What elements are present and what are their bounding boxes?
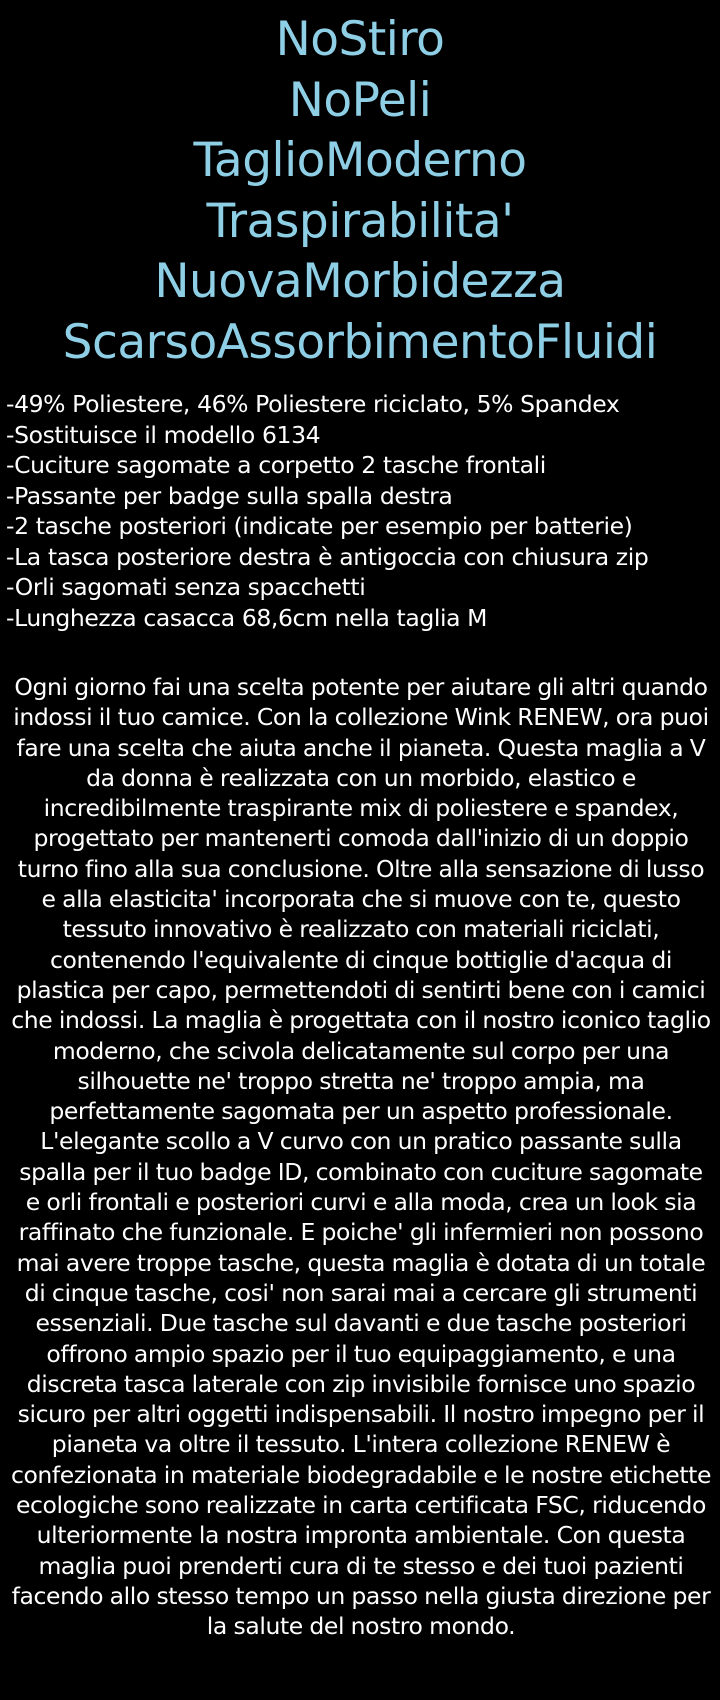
spec-item: -Lunghezza casacca 68,6cm nella taglia M xyxy=(6,603,488,632)
spec-item: -Passante per badge sulla spalla destra xyxy=(6,481,453,510)
spec-list xyxy=(6,389,716,633)
feature-heading: ScarsoAssorbimentoFluidi xyxy=(62,314,658,370)
spec-item: -Orli sagomati senza spacchetti xyxy=(6,573,366,601)
spec-item: -La tasca posteriore destra è antigoccia con chiusura zip xyxy=(6,542,649,571)
feature-heading: NoStiro xyxy=(275,12,445,67)
feature-heading: NoPeli xyxy=(288,72,432,128)
spec-item: -Cuciture sagomate a corpetto 2 tasche frontali xyxy=(6,451,546,479)
spec-item: -2 tasche posteriori (indicate per esempio per batterie) xyxy=(6,512,633,540)
feature-heading: NuovaMorbidezza xyxy=(154,254,566,309)
spec-item: -49% Poliestere, 46% Poliestere riciclato, 5% Spandex xyxy=(6,390,620,418)
feature-heading: Traspirabilita' xyxy=(206,193,514,249)
spec-item: -Sostituisce il modello 6134 xyxy=(6,420,321,449)
feature-headings xyxy=(0,10,720,373)
feature-heading: TaglioModerno xyxy=(193,133,527,188)
product-description: Ogni giorno fai una scelta potente per aiutare gli altri quando indossi il tuo camice. Con la collezione Wink RENEW, ora puoi fare una scelta che aiuta anche il pianeta. Questa maglia a V da donna è realizzata con un morbido, elastico e incredibilmente traspirante mix di poliestere e spandex, progettato per mantenerti comoda dall'inizio di un doppio turno fino alla sua conclusione. Oltre alla sensazione di lusso e alla elasticita' incorporata che si muove con te, questo tessuto innovativo è realizzato con materiali riciclati, contenendo l'equivalente di cinque bottiglie d'acqua di plastica per capo, permettendoti di sentirti bene con i camici che indossi. La maglia è progettata con il nostro iconico taglio moderno, che scivola delicatamente sul corpo per una silhouette ne' troppo stretta ne' troppo ampia, ma perfettamente sagomata per un aspetto professionale. L'elegante scollo a V curvo con un pratico passante sulla spalla per il tuo badge ID, combinato con cuciture sagomate e orli frontali e posteriori curvi e alla moda, crea un look sia raffinato che funzionale. E poiche' gli infermieri non possono mai avere troppe tasche, questa maglia è dotata di un totale di cinque tasche, cosi' non sarai mai a cercare gli strumenti essenziali. Due tasche sul davanti e due tasche posteriori offrono ampio spazio per il tuo equipaggiamento, e una discreta tasca laterale con zip invisibile fornisce uno spazio sicuro per altri oggetti indispensabili. Il nostro impegno per il pianeta va oltre il tessuto. L'intera collezione RENEW è confezionata in materiale biodegradabile e le nostre etichette ecologiche sono realizzate in carta certificata FSC, riducendo ulteriormente la nostra impronta ambientale. Con questa maglia puoi prenderti cura di te stesso e dei tuoi pazienti facendo allo stesso tempo un passo nella giusta direzione per la salute del nostro mondo. xyxy=(10,673,712,1641)
